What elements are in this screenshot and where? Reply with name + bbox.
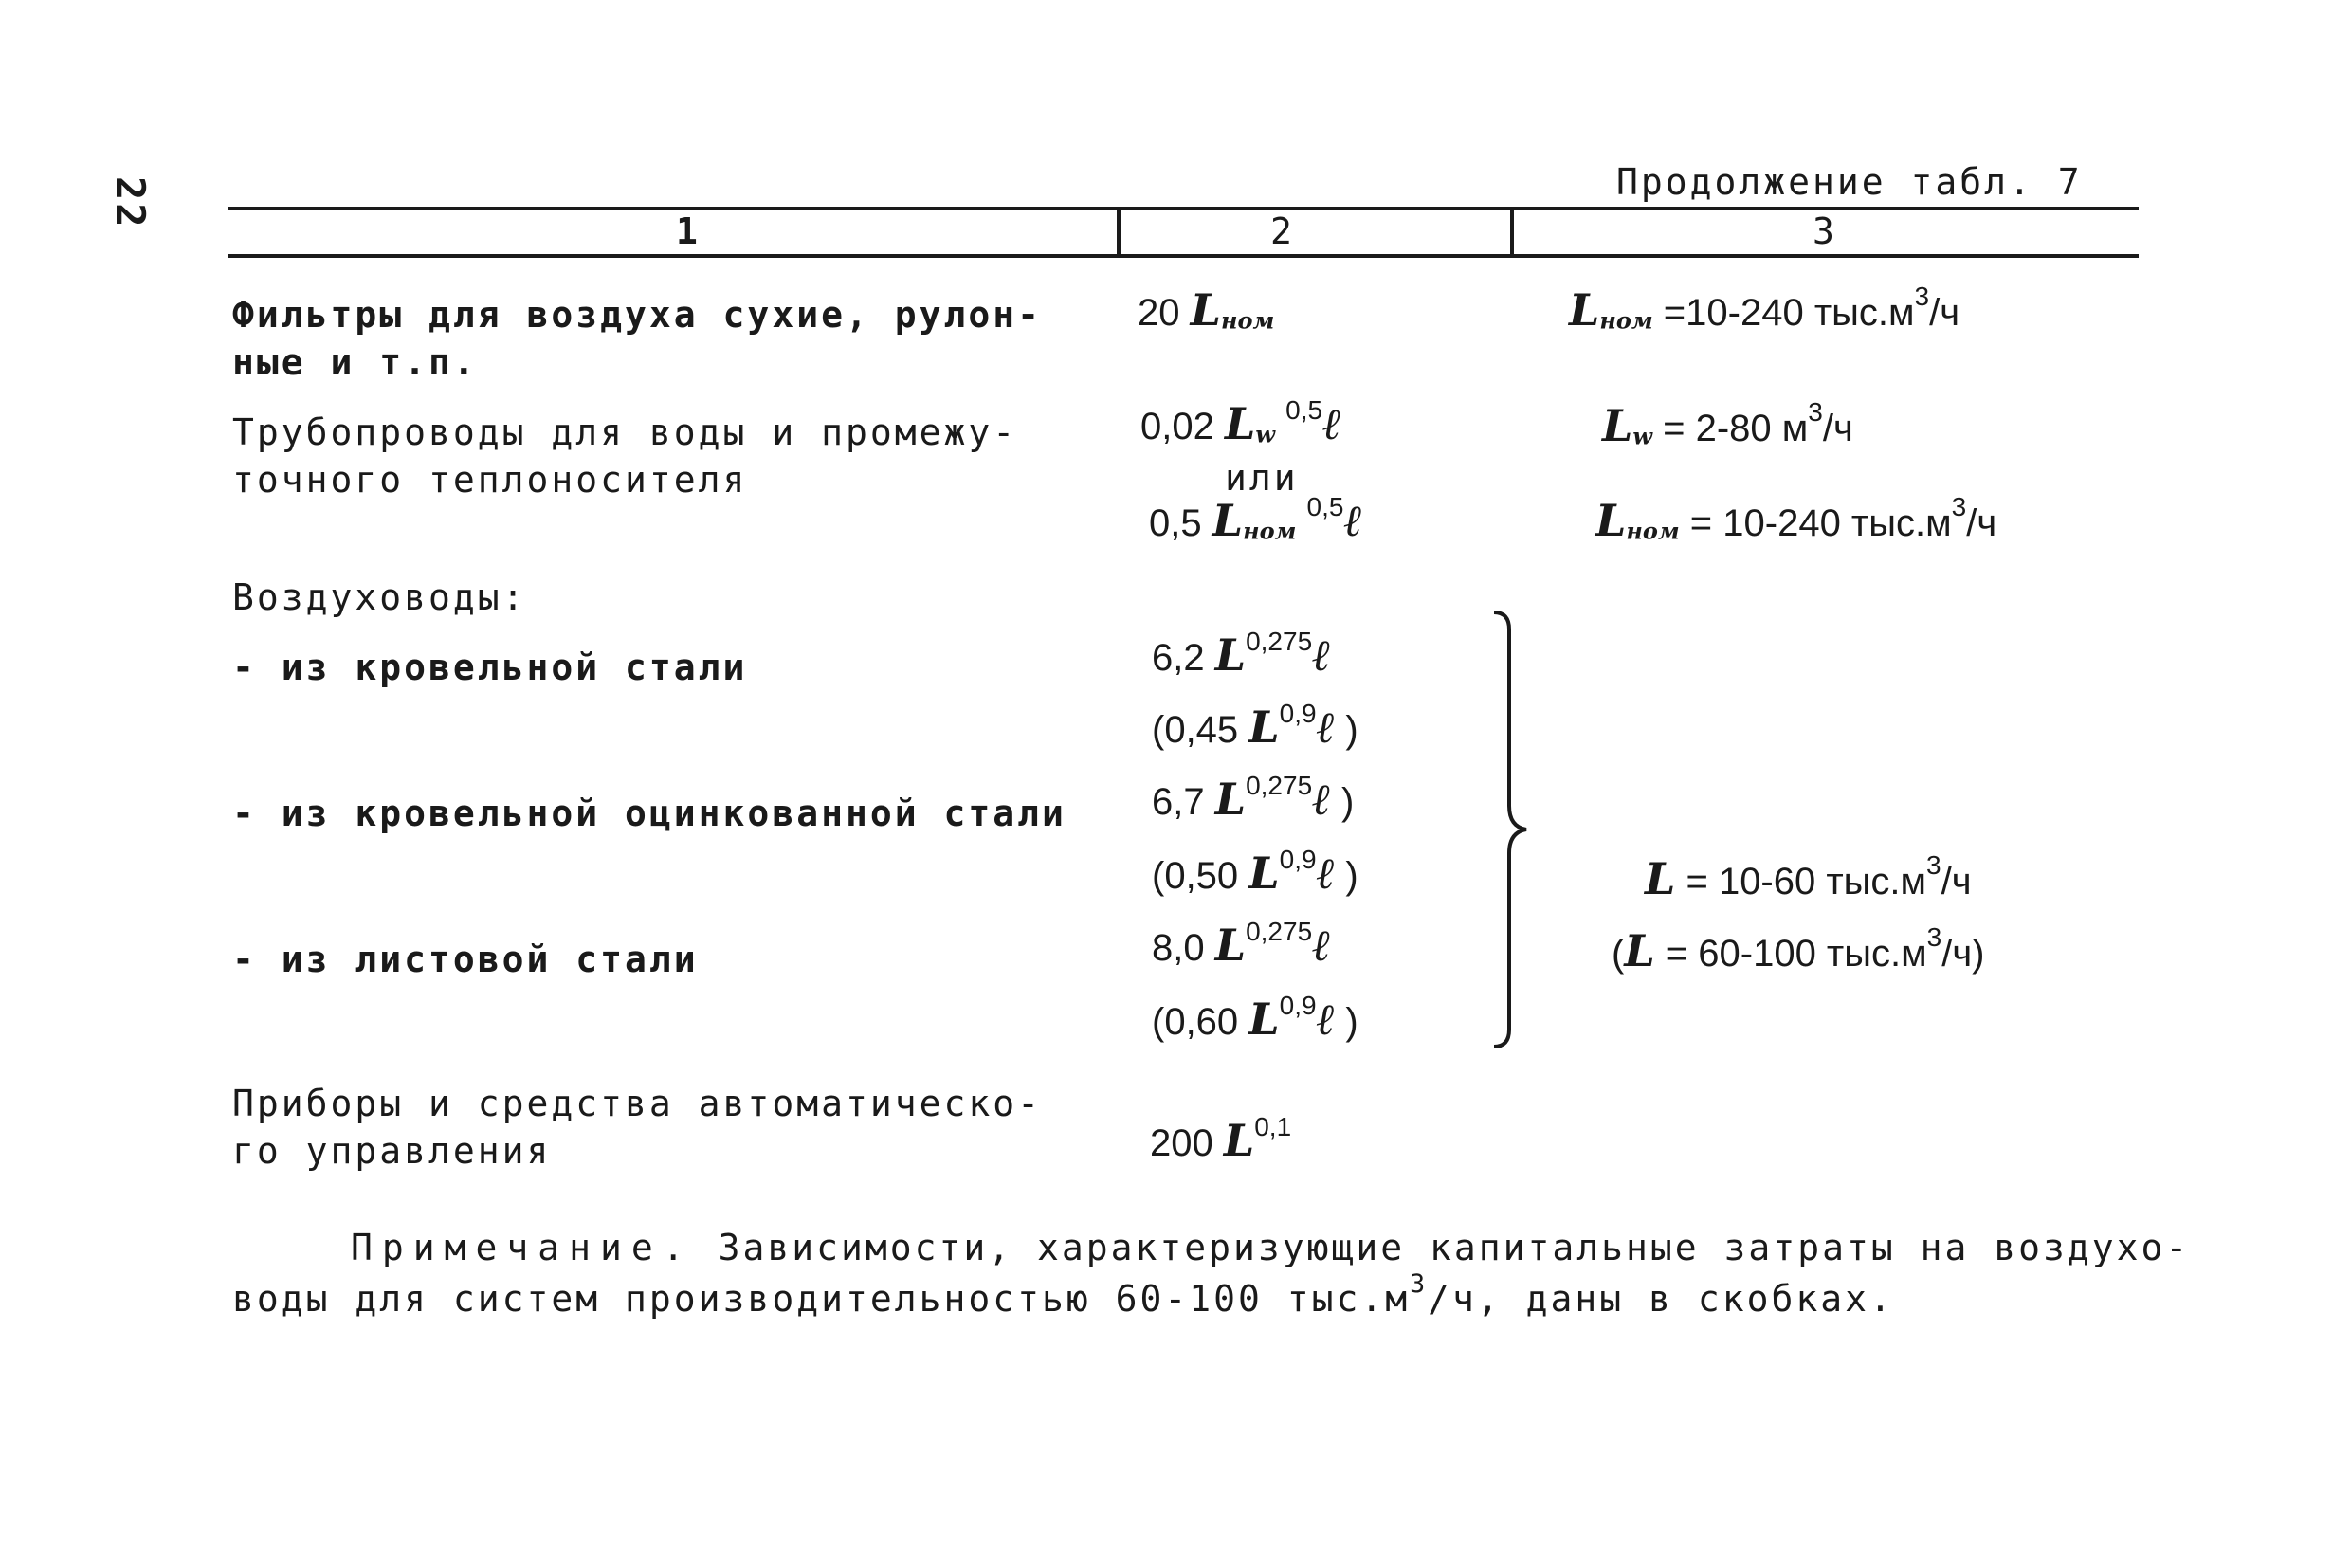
duct-item-galvanized-steel: - из кровельной оцинкованной стали <box>232 793 1066 834</box>
row-pipes-or: или <box>1225 457 1299 499</box>
row-pipes-range-1: $L_w = 2-80$ $м^3/ч$ <box>1602 397 1853 451</box>
page-number: 22 <box>107 176 154 230</box>
note-line-1: Примечание. Зависимости, характеризующие капитальные затраты на воздухо- <box>351 1227 2191 1268</box>
row-pipes-range-2: $L_{ном} = 10-240$ $тыс.м^3/ч$ <box>1595 492 1997 546</box>
row-automation-name-line2: го управления <box>232 1130 552 1172</box>
row-pipes-formula-1: 0,02 $L_w$ $^{0,5}$ℓ <box>1140 395 1341 449</box>
row-pipes-name-line1: Трубопроводы для воды и промежу- <box>232 411 1018 453</box>
note-label: Примечание. <box>351 1227 694 1268</box>
duct-item-roof-steel: - из кровельной стали <box>232 647 748 688</box>
ducts-heading: Воздуховоды: <box>232 576 527 618</box>
duct-roof-formula-1: 6,2 L$^{0,275}$ℓ <box>1152 627 1331 681</box>
duct-item-sheet-steel: - из листовой стали <box>232 939 699 980</box>
duct-sheet-formula-1: 8,0 L$^{0,275}$ℓ <box>1152 917 1331 971</box>
row-pipes-name-line2: точного теплоносителя <box>232 459 748 501</box>
column-header-1: 1 <box>676 210 701 252</box>
table-header-rule <box>228 254 2139 258</box>
row-filters-name-line2: ные и т.п. <box>232 341 478 383</box>
row-automation-name-line1: Приборы и средства автоматическо- <box>232 1083 1042 1124</box>
duct-group-brace <box>1488 607 1545 1052</box>
table-caption: Продолжение табл. 7 <box>1616 161 2083 203</box>
duct-galvanized-formula-1: 6,7 L$^{0,275}$ℓ ) <box>1152 771 1355 825</box>
duct-range-2: (L = 60-100 $тыс.м^3/ч$) <box>1612 922 1985 976</box>
duct-range-1: L = 10-60 $тыс.м^3/ч$ <box>1645 850 1972 904</box>
table-top-rule <box>228 207 2139 210</box>
duct-galvanized-formula-2: (0,50 L$^{0,9}$ℓ ) <box>1152 845 1358 899</box>
column-divider-1 <box>1117 207 1121 258</box>
column-header-2: 2 <box>1270 210 1295 252</box>
row-filters-name-line1: Фильтры для воздуха сухие, рулон- <box>232 294 1042 336</box>
duct-roof-formula-2: (0,45 L$^{0,9}$ℓ ) <box>1152 699 1358 753</box>
row-pipes-formula-2: 0,5 $L_{ном}$ $^{0,5}$ℓ <box>1149 492 1363 546</box>
row-filters-range: $L_{ном} =10-240$ $тыс.м^3/ч$ <box>1569 282 1960 336</box>
row-automation-formula: 200 L$^{0,1}$ <box>1150 1112 1292 1166</box>
column-divider-2 <box>1510 207 1514 258</box>
column-header-3: 3 <box>1813 210 1837 252</box>
note-line-2: воды для систем производительностью 60-100 $тыс.м^3/ч$, даны в скобках. <box>232 1269 1894 1320</box>
row-filters-formula: 20 $L_{ном}$ <box>1138 284 1275 336</box>
duct-sheet-formula-2: (0,60 L$^{0,9}$ℓ ) <box>1152 991 1358 1045</box>
